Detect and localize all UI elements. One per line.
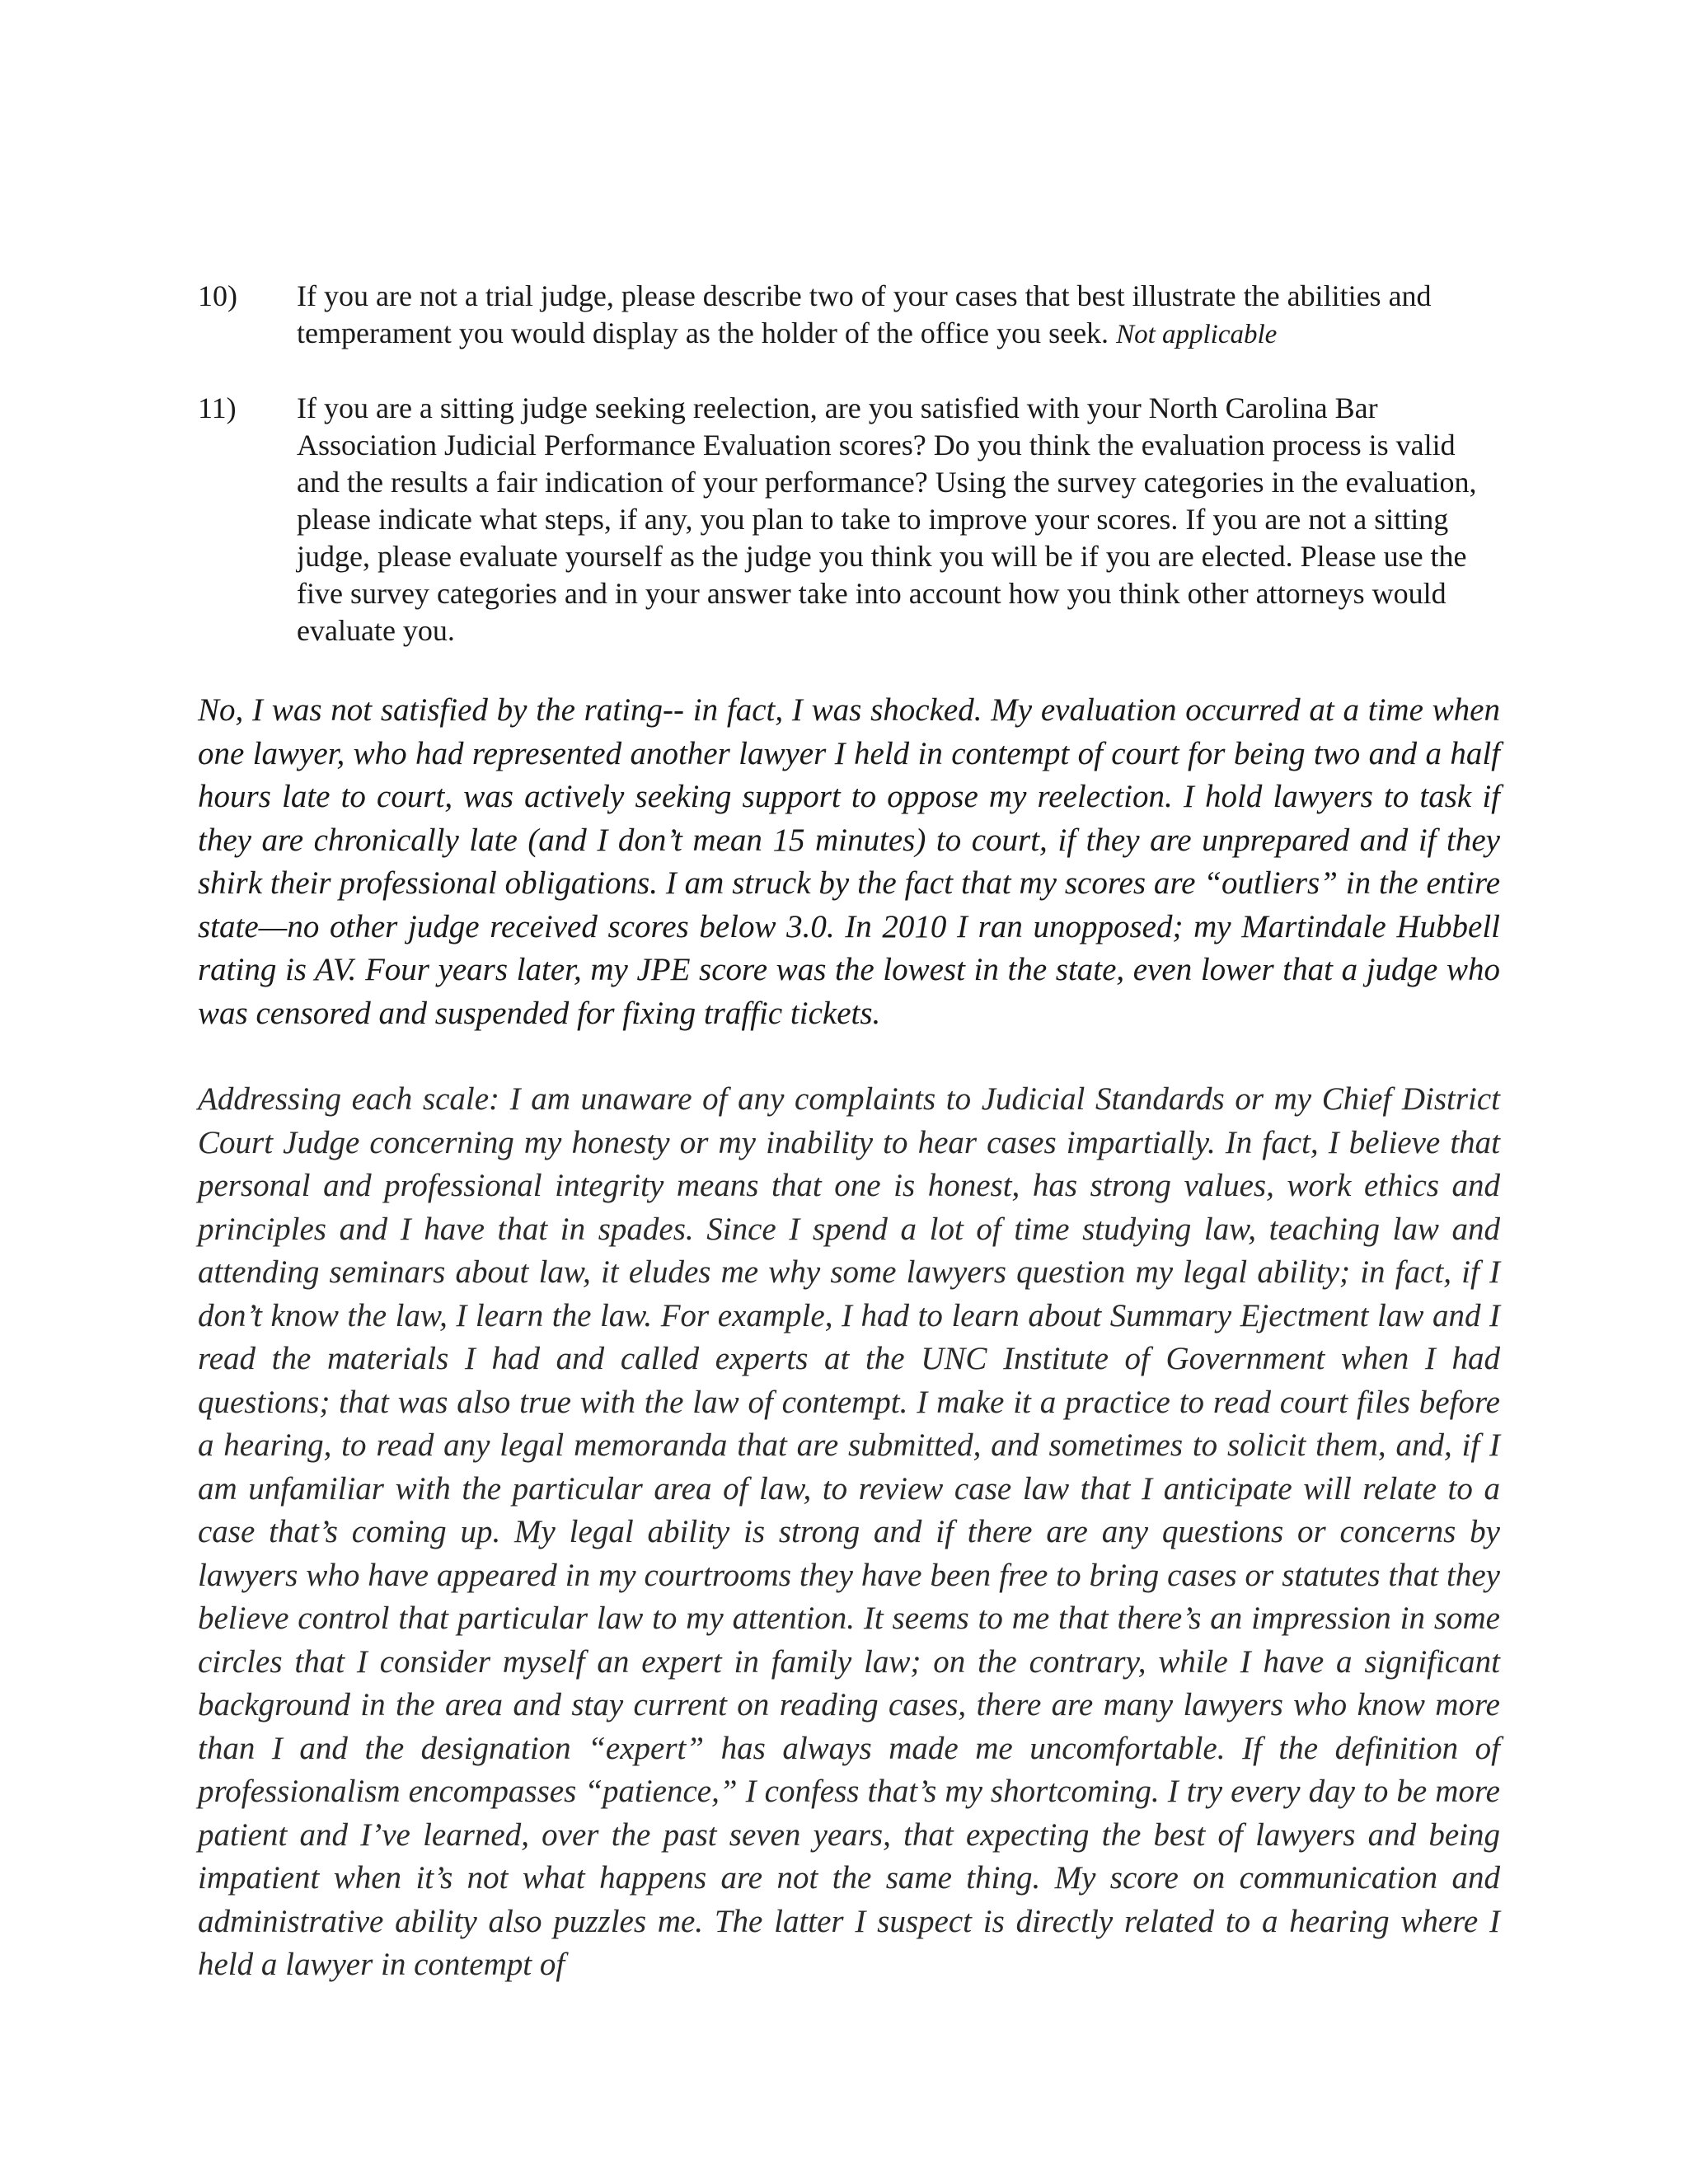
question-11	[198, 390, 1500, 649]
answer-paragraph-2: Addressing each scale: I am unaware of any complaints to Judicial Standards or my Chief District Court Judge concerning my honesty or my inability to hear cases impartially. In fact, I believe that personal and professional integrity means that one is honest, has strong values, work ethics and principles and I have that in spades. Since I spend a lot of time studying law, teaching law and attending seminars about law, it eludes me why some lawyers question my legal ability; in fact, if I don’t know the law, I learn the law. For example, I had to learn about Summary Ejectment law and I read the materials I had and called experts at the UNC Institute of Government when I had questions; that was also true with the law of contempt. I make it a practice to read court files before a hearing, to read any legal memoranda that are submitted, and sometimes to solicit them, and, if I am unfamiliar with the particular area of law, to review case law that I anticipate will relate to a case that’s coming up. My legal ability is strong and if there are any questions or concerns by lawyers who have appeared in my courtrooms they have been free to bring cases or statutes that they believe control that particular law to my attention. It seems to me that there’s an impression in some circles that I consider myself an expert in family law; on the contrary, while I have a significant background in the area and stay current on reading cases, there are many lawyers who know more than I and the designation “expert” has always made me uncomfortable. If the definition of professionalism encompasses “patience,” I confess that’s my shortcoming. I try every day to be more patient and I’ve learned, over the past seven years, that expecting the best of lawyers and being impatient when it’s not what happens are not the same thing. My score on communication and administrative ability also puzzles me. The latter I suspect is directly related to a hearing where I held a lawyer in contempt of	[198, 1081, 1500, 1982]
question-text: If you are not a trial judge, please describe two of your cases that best illustrate the abilities and temperament you would display as the holder of the office you seek. Not applicable	[297, 279, 1432, 349]
question-number: 11)	[198, 391, 237, 424]
question-text: If you are a sitting judge seeking reelection, are you satisfied with your North Carolina Bar Association Judicial Performance Evaluation scores? Do you think the evaluation process is valid and the results a fair indication of your performance? Using the survey categories in the evaluation, please indicate what steps, if any, you plan to take to improve your scores. If you are not a sitting judge, please evaluate yourself as the judge you think you will be if you are elected. Please use the five survey categories and in your answer take into account how you think other attorneys would evaluate you.	[297, 391, 1477, 647]
question-10	[198, 278, 1500, 354]
question-number: 10)	[198, 279, 237, 312]
answer-paragraph-1: No, I was not satisfied by the rating-- in fact, I was shocked. My evaluation occurred at a time when one lawyer, who had represented another lawyer I held in contempt of court for being two and a half hours late to court, was actively seeking support to oppose my reelection. I hold lawyers to task if they are chronically late (and I don’t mean 15 minutes) to court, if they are unprepared and if they shirk their professional obligations. I am struck by the fact that my scores are “outliers” in the entire state—no other judge received scores below 3.0. In 2010 I ran unopposed; my Martindale Hubbell rating is AV. Four years later, my JPE score was the lowest in the state, even lower that a judge who was censored and suspended for fixing traffic tickets.	[198, 692, 1500, 1031]
inline-answer: Not applicable	[1116, 320, 1278, 349]
